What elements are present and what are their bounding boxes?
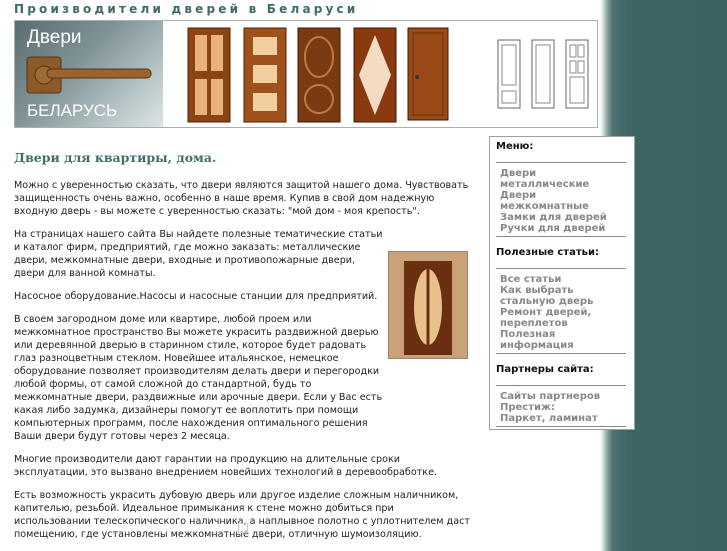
menu-list	[496, 162, 626, 237]
site-title: Производители дверей в Беларуси	[14, 2, 359, 16]
menu-item-interior-doors[interactable]: Двери межкомнатные	[500, 190, 589, 212]
logo-text-top: Двери	[27, 27, 82, 48]
door-handle-icon	[25, 55, 155, 95]
placeholder-icon	[238, 523, 248, 533]
menu-item-metal-doors[interactable]: Двери металлические	[500, 168, 590, 190]
article-link-useful-info[interactable]: Полезная информация	[500, 329, 574, 351]
articles-heading: Полезные статьи:	[496, 247, 599, 258]
menu-heading: Меню:	[496, 141, 534, 152]
partner-link-prestige[interactable]: Престиж:	[500, 402, 555, 413]
logo[interactable]	[15, 21, 163, 127]
partner-link-sites[interactable]: Сайты партнеров	[500, 391, 601, 402]
door-image	[565, 39, 589, 109]
door-image	[243, 27, 287, 123]
logo-text-bottom: БЕЛАРУСЬ	[27, 101, 118, 120]
partners-heading: Партнеры сайта:	[496, 364, 594, 375]
door-image	[497, 39, 521, 109]
articles-list	[496, 268, 626, 354]
pump-paragraph: Насосное оборудование.Насосы и насосные станции для предприятий.	[14, 291, 378, 302]
menu-item-door-locks[interactable]: Замки для дверей	[500, 212, 607, 223]
sliding-doors-paragraph: В своем загородном доме или квартире, любой проем или межкомнатное пространство Вы можете украсить раздвижной дверью или деревянной дверью в старинном стиле, которое будет радовать глаз разноцветным стеклом. Новейшее итальянское, немецкое оборудование позволяет производителям делать двери и перегородки любой формы, от самой сложной до стандартной, будь то межкомнатные двери, раздвижные или арочные двери. Если у Вас есть какая либо задумка, дизайнеры помогут ее воплотить при помощи компьютерных программ, после нахождения оптимального решения Ваши двери будут готовы через 2 месяца.	[14, 314, 383, 442]
door-image	[407, 27, 449, 121]
article-link-door-repair[interactable]: Ремонт дверей, переплетов	[500, 307, 592, 329]
partner-link-parquet[interactable]: Паркет, ламинат	[500, 413, 598, 424]
door-image	[187, 27, 231, 123]
menu-item-door-handles[interactable]: Ручки для дверей	[500, 223, 606, 234]
header-banner	[14, 20, 598, 128]
sidebar	[489, 136, 635, 430]
intro-paragraph: Можно с уверенностью сказать, что двери являются защитой нашего дома. Чувствовать защищенность очень важно, особенно в наше время. Купив в свой дом надежную входную дверь - вы можете с уверенностью сказать: "мой дом - моя крепость".	[14, 180, 469, 217]
partners-list	[496, 385, 626, 427]
article-link-choose-steel-door[interactable]: Как выбрать стальную дверь	[500, 285, 594, 307]
interior-door-photo	[388, 251, 468, 359]
article-link-all[interactable]: Все статьи	[500, 274, 562, 285]
page-title: Двери для квартиры, дома.	[14, 150, 217, 165]
door-image	[353, 27, 397, 123]
door-image	[297, 27, 341, 123]
oak-door-paragraph: Есть возможность украсить дубовую дверь или другое изделие сложным наличником, капителью, резьбой. Идеальное примыкания к стене можно добиться при использовании телескопического наличника, а наплывное полотно с уплотнителем даст помещению, где установлены межкомнатные двери, отличную шумоизоляцию.	[14, 490, 470, 540]
site-info-paragraph: На страницах нашего сайта Вы найдете полезные тематические статьи и каталог фирм, предприятий, где можно заказать: металлические двери, межкомнатные двери, входные и противопожарные двери, двери для ванной комнаты.	[14, 229, 383, 279]
warranty-paragraph: Многие производители дают гарантии на продукцию на длительные сроки эксплуатации, это вызвано внедрением новейших технологий в деревообработке.	[14, 454, 438, 478]
door-image	[531, 39, 555, 109]
